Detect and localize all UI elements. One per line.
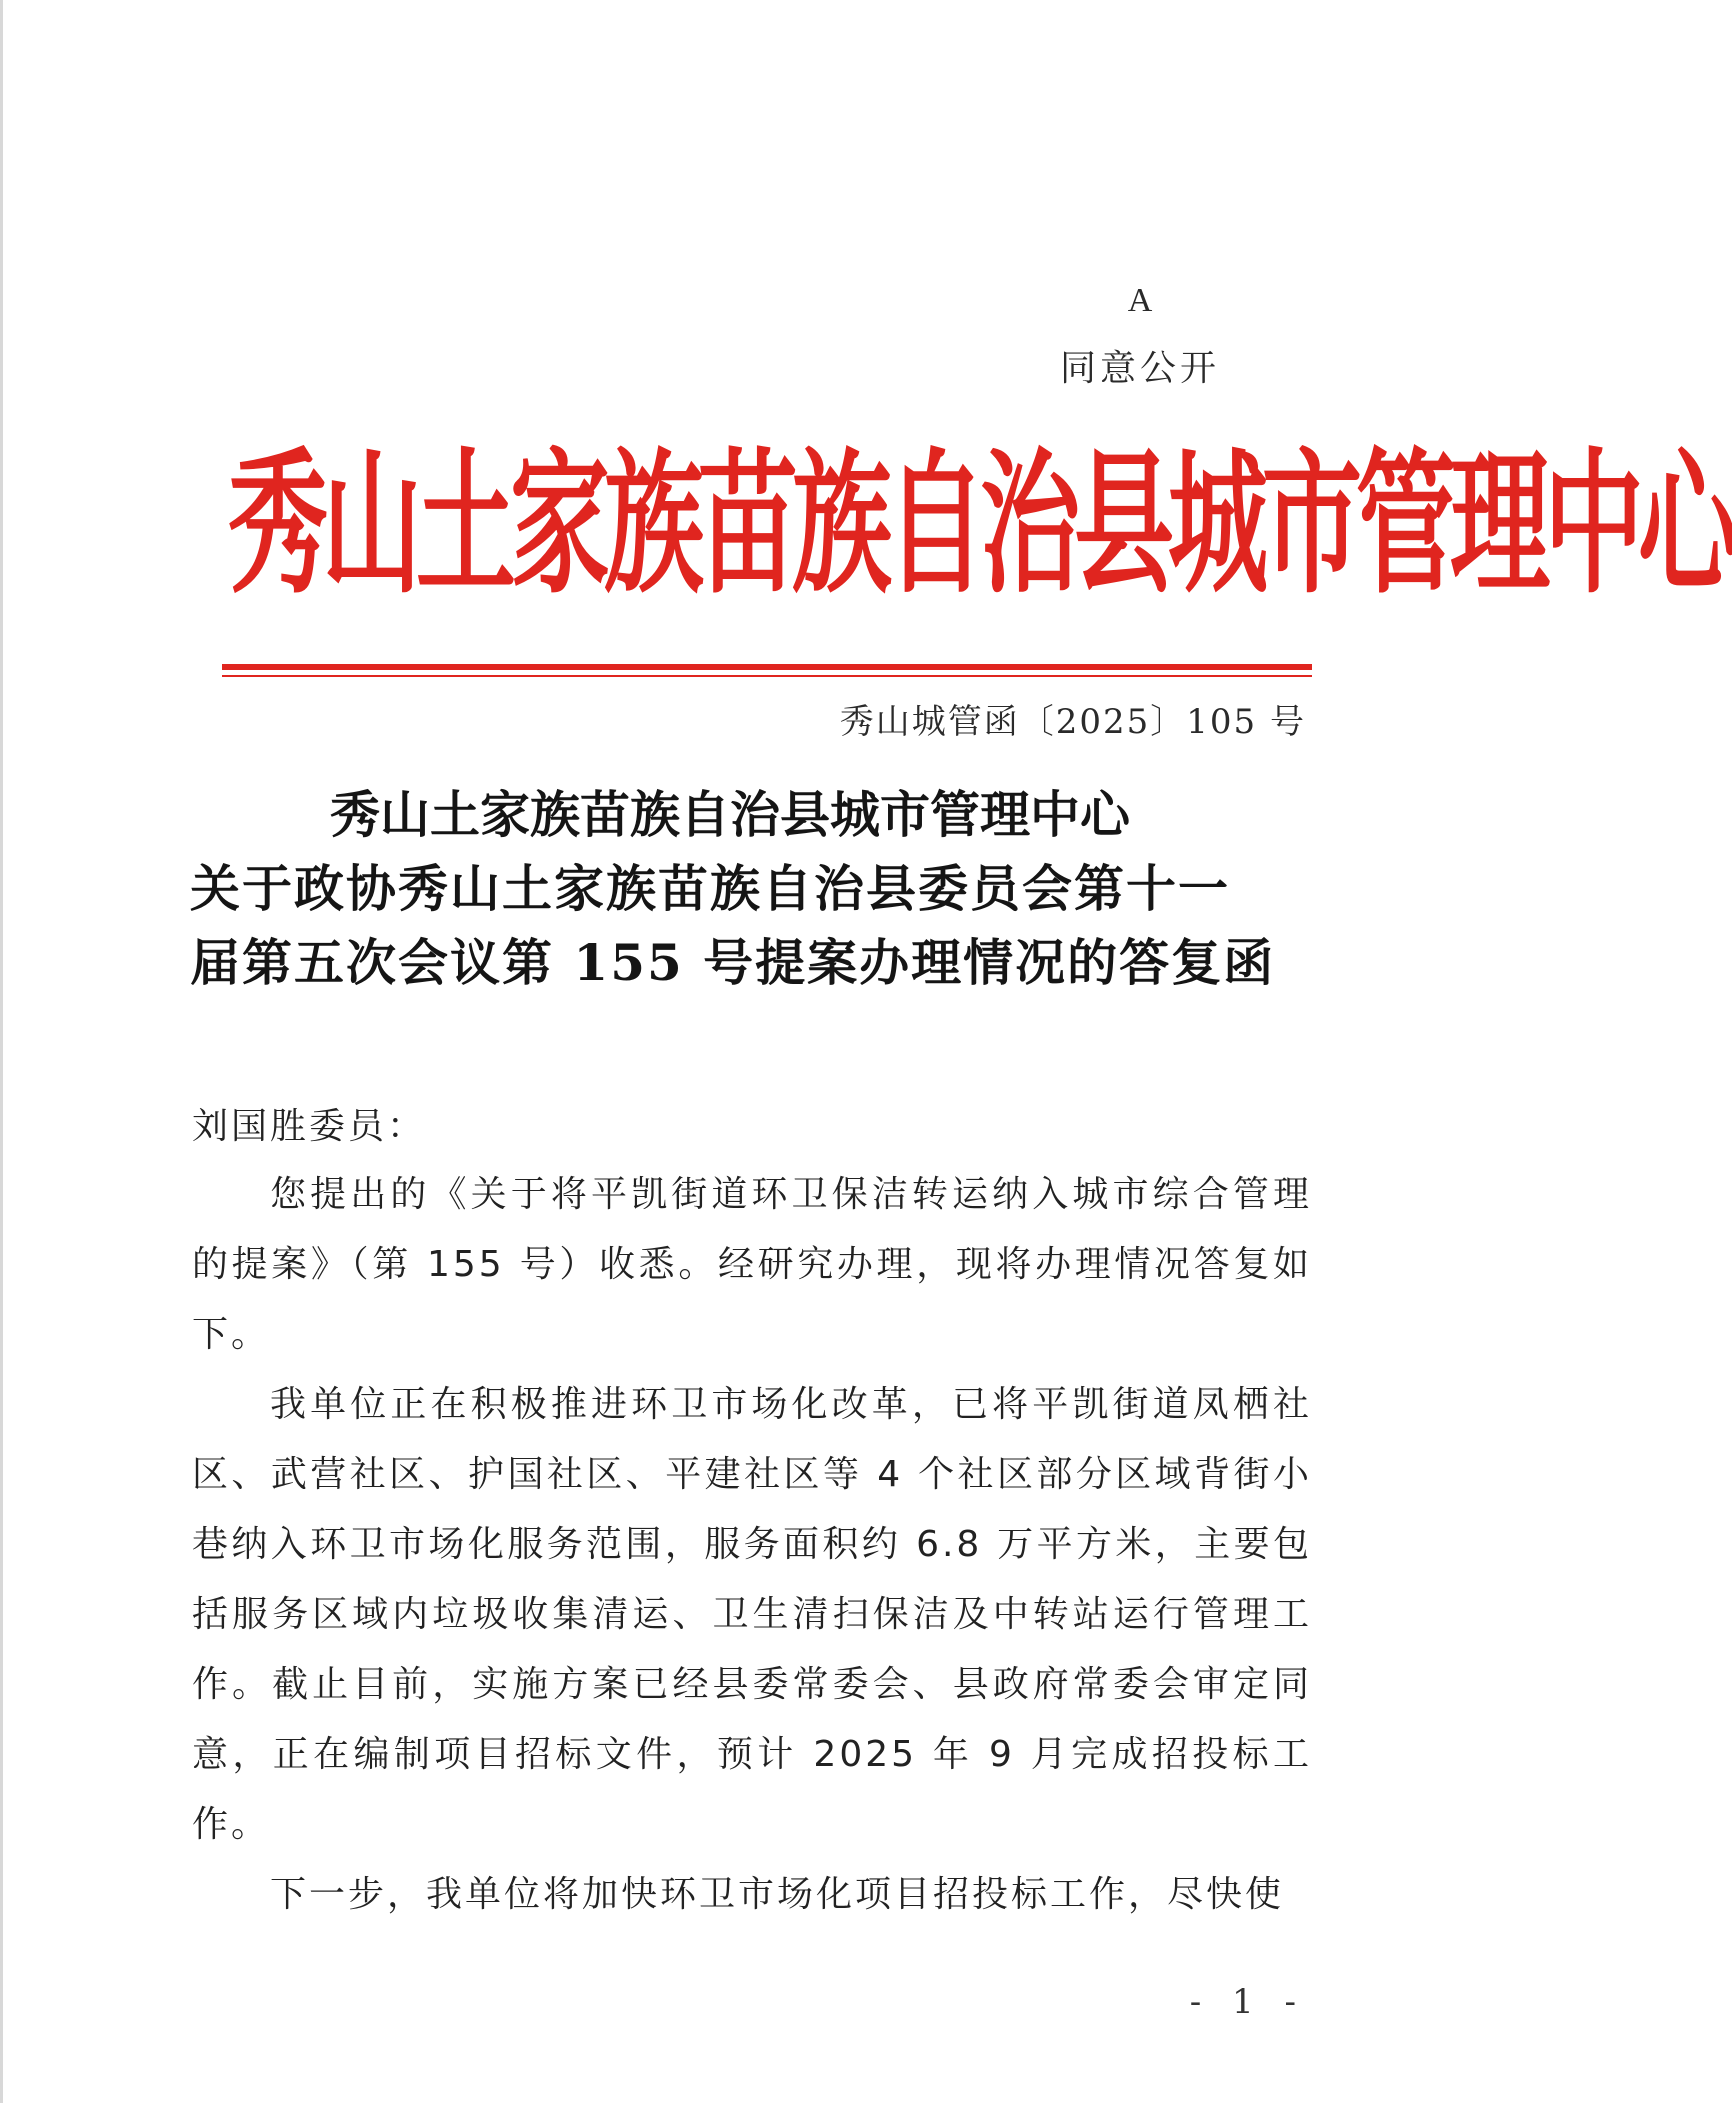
issuer-header: 秀山土家族苗族自治县城市管理中心	[228, 433, 1732, 615]
title-line-1: 秀山土家族苗族自治县城市管理中心	[330, 785, 1130, 844]
title-line-3: 届第五次会议第 155 号提案办理情况的答复函	[190, 933, 1276, 992]
page-number: - 1 -	[1189, 1982, 1306, 2022]
paragraph-2: 我单位正在积极推进环卫市场化改革，已将平凯街道凤栖社区、武营社区、护国社区、平建社区等 4 个社区部分区域背街小巷纳入环卫市场化服务范围，服务面积约 6.8 万平方米，主要包括服务区域内垃圾收集清运、卫生清扫保洁及中转站运行管理工作。截止目前，实施方案已经县委常委会、县政府常委会审定同意，正在编制项目招标文件，预计 2025 年 9 月完成招投标工作。	[192, 1384, 1312, 1845]
document-number: 秀山城管函〔2025〕105 号	[839, 702, 1306, 742]
document-title	[190, 778, 1310, 1000]
header-rule-thin	[222, 675, 1312, 677]
grade-mark: A	[1127, 282, 1153, 319]
body-text	[192, 1160, 1312, 1930]
scan-edge	[0, 0, 3, 2103]
disclosure-label: 同意公开	[1060, 348, 1221, 389]
paragraph-3: 下一步，我单位将加快环卫市场化项目招投标工作，尽快使	[270, 1874, 1285, 1915]
salutation: 刘国胜委员：	[192, 1106, 427, 1147]
title-line-2: 关于政协秀山土家族苗族自治县委员会第十一	[190, 859, 1230, 918]
paragraph-1: 您提出的《关于将平凯街道环卫保洁转运纳入城市综合管理的提案》（第 155 号）收悉。经研究办理，现将办理情况答复如下。	[192, 1174, 1312, 1355]
header-rule-thick	[222, 664, 1312, 670]
